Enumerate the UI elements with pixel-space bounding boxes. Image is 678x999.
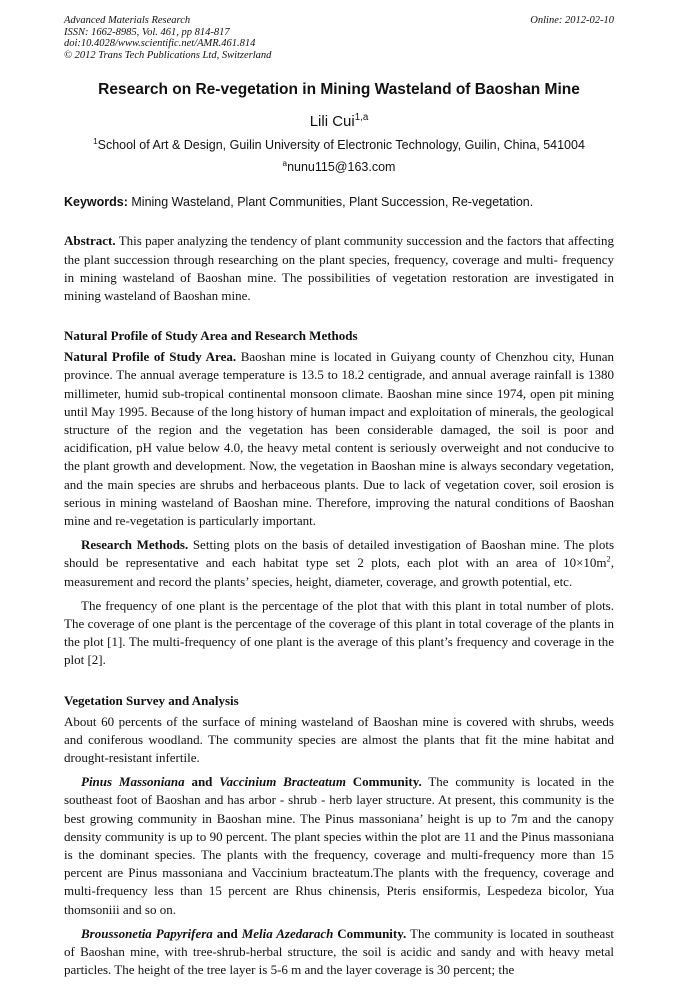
- paragraph-natural-profile: [64, 348, 614, 530]
- paragraph-text: Setting plots on the basis of detailed investigation of Baoshan mine. The plots should be representative and each habitat type set 2 plots, each plot with an area of 10×10m: [64, 537, 614, 571]
- abstract-label: Abstract.: [64, 233, 116, 249]
- doi: doi:10.4028/www.scientific.net/AMR.461.814: [64, 38, 256, 50]
- paper-title: Research on Re-vegetation in Mining Wasteland of Baoshan Mine: [98, 81, 580, 99]
- species-name: Broussonetia Papyrifera: [81, 925, 213, 941]
- section-heading: Natural Profile of Study Area and Research Methods: [64, 328, 358, 344]
- abstract-text: This paper analyzing the tendency of plant community succession and the factors that affecting the plant succession through researching on the plant species, frequency, coverage and multi- frequency in mining wasteland of Baoshan mine. The possibilities of vegetation restoration are investigated in mining wasteland of Baoshan mine.: [64, 233, 614, 303]
- species-name: Vaccinium Bracteatum: [219, 774, 346, 790]
- author: [0, 112, 678, 131]
- species-name: Pinus Massoniana: [81, 774, 185, 790]
- superscript: 2: [606, 554, 611, 565]
- paragraph-text: , measurement and record the plants’ species, height, diameter, coverage, and growth potential, etc.: [64, 555, 614, 589]
- affiliation: [0, 137, 678, 153]
- paragraph-text: The community is located in the southeast foot of Baoshan and has arbor - shrub - herb layer structure. At present, this community is the best growing community in Baoshan mine. The Pinus massoniana’ height is up to 7m and the canopy density community is up to 90 percent. The plant species within the plot are 11 and the Pinus massoniana is the dominant species. The plants with the frequency, coverage and multi-frequency more than 15 percent are Pinus massoniana and Vaccinium bracteatum.The plants with the frequency, coverage and multi-frequency less than 15 percent are Rhus chinensis, Pteris ensiformis, Lespedeza bicolor, Yua thomsoniii and so on.: [64, 774, 614, 917]
- lead-and: and: [184, 774, 220, 790]
- affiliation-text: School of Art & Design, Guilin University of Electronic Technology, Guilin, China, 541004: [97, 138, 585, 153]
- author-name: Lili Cui: [309, 113, 355, 131]
- keywords: [64, 194, 614, 210]
- email-text: nunu115@163.com: [287, 160, 396, 175]
- email: [0, 159, 678, 175]
- keywords-text: Mining Wasteland, Plant Communities, Plant Succession, Re-vegetation.: [127, 195, 534, 210]
- paragraph-text: Baoshan mine is located in Guiyang county of Chenzhou city, Hunan province. The annual average temperature is 13.5 to 18.2 centigrade, and annual average rainfall is 1380 millimeter, humid sub-tropical continental monsoon climate. Baoshan mine since 1974, open pit mining until May 1995. Because of the long history of human impact and exploitation of minerals, the geological structure of the region and the vegetation has been considerable damaged, the soil is poor and acidification, pH value below 4.0, the heavy metal content is seriously overweight and not conducive to the plant growth and development. Now, the vegetation in Baoshan mine is always secondary vegetation, and the main species are shrubs and herbaceous plants. Due to lack of vegetation cover, soil erosion is serious in mining wasteland of Baoshan mine. Therefore, improving the natural conditions of Baoshan mine and re-vegetation is particularly important.: [64, 349, 614, 529]
- email-sup: a: [282, 159, 288, 169]
- journal-header: [64, 15, 444, 61]
- lead-and: and: [212, 925, 242, 941]
- copyright: © 2012 Trans Tech Publications Ltd, Switzerland: [64, 49, 272, 61]
- paragraph-survey: About 60 percents of the surface of mining wasteland of Baoshan mine is covered with shrubs, weeds and coniferous woodland. The community species are almost the plants that fit the mine habitat and drought-resistant infertile.: [64, 713, 614, 766]
- paragraph-lead: Natural Profile of Study Area.: [64, 349, 237, 365]
- affiliation-sup: 1: [93, 137, 98, 147]
- journal-name: Advanced Materials Research: [64, 15, 191, 26]
- top-row: [64, 15, 614, 61]
- paragraph-research-methods: [64, 536, 614, 591]
- paragraph-lead: Research Methods.: [81, 537, 189, 553]
- author-sup: 1,a: [354, 112, 369, 124]
- keywords-label: Keywords:: [64, 195, 128, 210]
- abstract: [64, 232, 614, 305]
- issn: ISSN: 1662-8985, Vol. 461, pp 814-817: [64, 26, 230, 38]
- paragraph-lead: Community.: [345, 774, 422, 790]
- paragraph-lead: Community.: [333, 925, 407, 941]
- section-heading: Vegetation Survey and Analysis: [64, 692, 239, 708]
- paragraph-broussonetia-community: [64, 925, 614, 980]
- species-name: Melia Azedarach: [241, 925, 334, 941]
- online-date: Online: 2012-02-10: [530, 15, 614, 26]
- paragraph-frequency: The frequency of one plant is the percentage of the plot that with this plant in total number of plots. The coverage of one plant is the percentage of the coverage of this plant in total coverage of the plants in the plot [1]. The multi-frequency of one plant is the average of this plant’s frequency and coverage in the plot [2].: [64, 597, 614, 668]
- paragraph-text: The community is located in southeast of Baoshan mine, with tree-shrub-herbal structure, the soil is acidic and sandy and with heavy metal particles. The height of the tree layer is 5-6 m and the layer coverage is 30 percent; the: [64, 925, 614, 978]
- paragraph-pinus-community: [64, 773, 614, 919]
